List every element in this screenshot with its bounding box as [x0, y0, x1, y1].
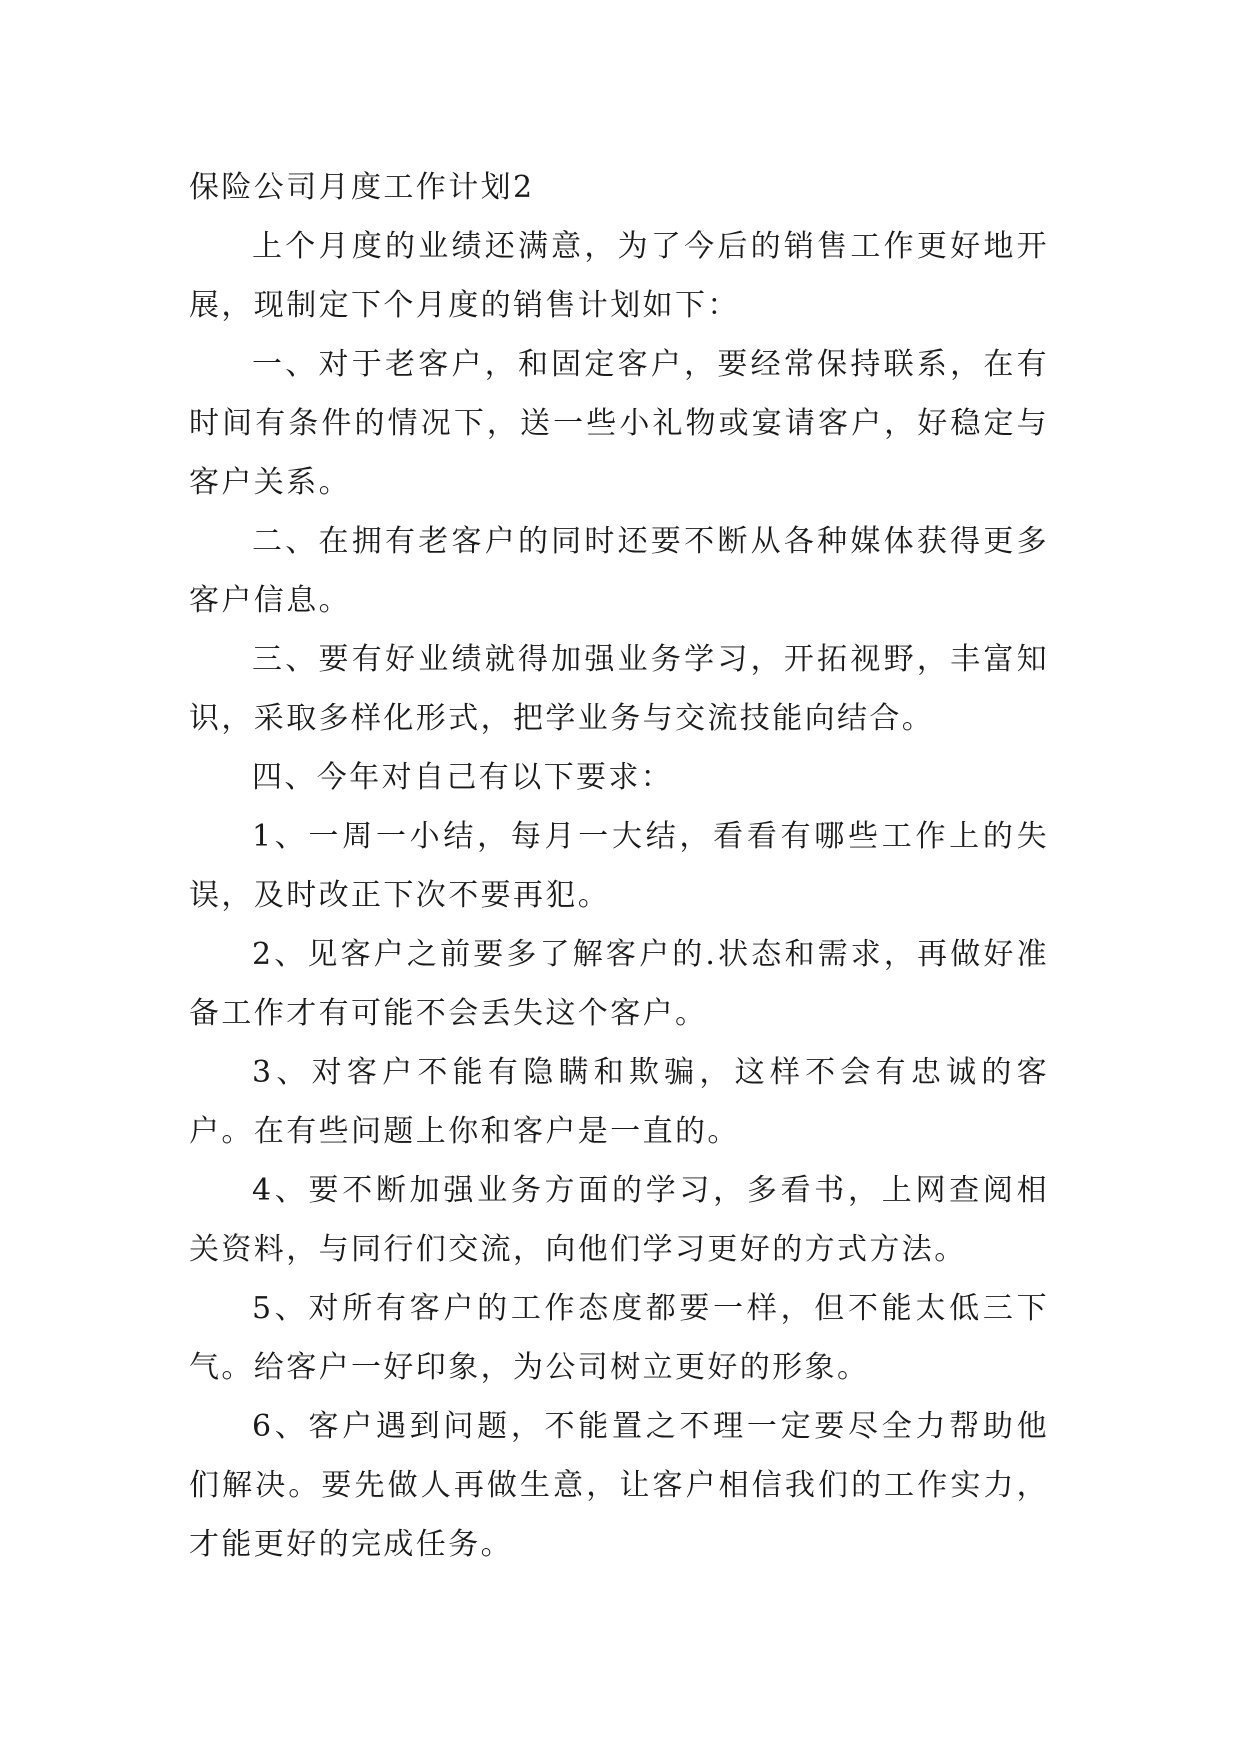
paragraph-item-4: 四、今年对自己有以下要求：	[252, 760, 674, 795]
paragraph-requirement-4: 4、要不断加强业务方面的学习，多看书，上网查阅相关资料，与同行们交流，向他们学习更好的方式方法。	[189, 1173, 1049, 1267]
document-title: 保险公司月度工作计划2	[189, 170, 535, 205]
paragraph-requirement-1: 1、一周一小结，每月一大结，看看有哪些工作上的失误，及时改正下次不要再犯。	[189, 819, 1049, 913]
paragraph-item-1: 一、对于老客户，和固定客户，要经常保持联系，在有时间有条件的情况下，送一些小礼物或宴请客户，好稳定与客户关系。	[189, 347, 1049, 500]
paragraph-item-3: 三、要有好业绩就得加强业务学习，开拓视野，丰富知识，采取多样化形式，把学业务与交流技能向结合。	[189, 642, 1049, 736]
paragraph-requirement-6: 6、客户遇到问题，不能置之不理一定要尽全力帮助他们解决。要先做人再做生意，让客户相信我们的工作实力，才能更好的完成任务。	[189, 1409, 1049, 1562]
paragraph-requirement-3: 3、对客户不能有隐瞒和欺骗，这样不会有忠诚的客户。在有些问题上你和客户是一直的。	[189, 1055, 1049, 1149]
paragraph-requirement-2: 2、见客户之前要多了解客户的.状态和需求，再做好准备工作才有可能不会丢失这个客户。	[189, 937, 1049, 1031]
paragraph-intro: 上个月度的业绩还满意，为了今后的销售工作更好地开展，现制定下个月度的销售计划如下：	[189, 229, 1049, 323]
paragraph-item-2: 二、在拥有老客户的同时还要不断从各种媒体获得更多客户信息。	[189, 524, 1049, 618]
document-body	[189, 158, 1049, 1574]
paragraph-requirement-5: 5、对所有客户的工作态度都要一样，但不能太低三下气。给客户一好印象，为公司树立更好的形象。	[189, 1291, 1049, 1385]
